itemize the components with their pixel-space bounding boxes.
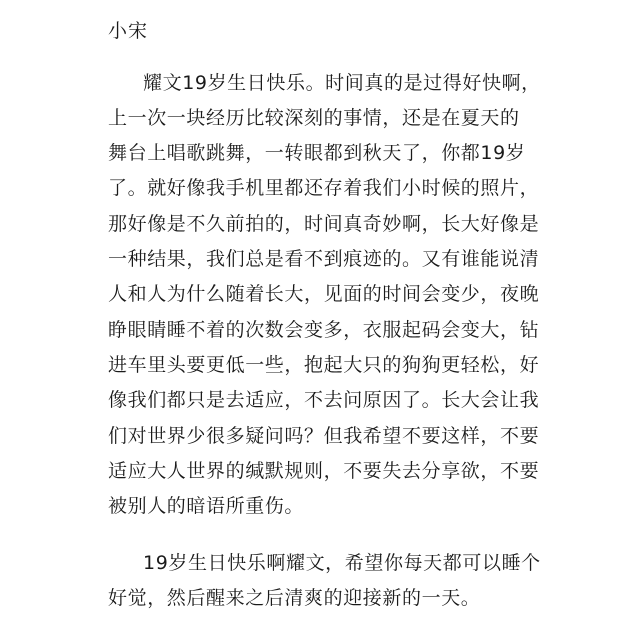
paragraph-1-line-12: 适应大人世界的缄默规则，不要失去分享欲，不要 (108, 460, 540, 482)
paragraph-1-line-9: 进车里头要更低一些，抱起大只的狗狗更轻松，好 (108, 354, 540, 376)
paragraph-1-line-6: 一种结果，我们总是看不到痕迹的。又有谁能说清 (108, 248, 540, 270)
paragraph-1-line-10: 像我们都只是去适应，不去问原因了。长大会让我 (108, 389, 540, 411)
paragraph-1-line-2: 上一次一块经历比较深刻的事情，还是在夏天的 (108, 107, 520, 129)
paragraph-1-line-7: 人和人为什么随着长大，见面的时间会变少，夜晚 (108, 283, 540, 305)
paragraph-1-line-8: 睁眼睛睡不着的次数会变多，衣服起码会变大，钻 (108, 319, 540, 341)
paragraph-1-line-5: 那好像是不久前拍的，时间真奇妙啊，长大好像是 (108, 213, 540, 235)
paragraph-1-line-3: 舞台上唱歌跳舞，一转眼都到秋天了，你都19岁 (108, 142, 526, 164)
paragraph-1-line-1: 耀文19岁生日快乐。时间真的是过得好快啊， (143, 72, 541, 94)
paragraph-1-line-13: 被别人的暗语所重伤。 (108, 495, 305, 517)
paragraph-2-line-2: 好觉，然后醒来之后清爽的迎接新的一天。 (108, 587, 481, 609)
paragraph-1-line-4: 了。就好像我手机里都还存着我们小时候的照片， (108, 177, 540, 199)
paragraph-2-line-1: 19岁生日快乐啊耀文，希望你每天都可以睡个 (143, 552, 541, 574)
paragraph-1-line-11: 们对世界少很多疑问吗？但我希望不要这样，不要 (108, 425, 540, 447)
author-name: 小宋 (108, 20, 149, 42)
